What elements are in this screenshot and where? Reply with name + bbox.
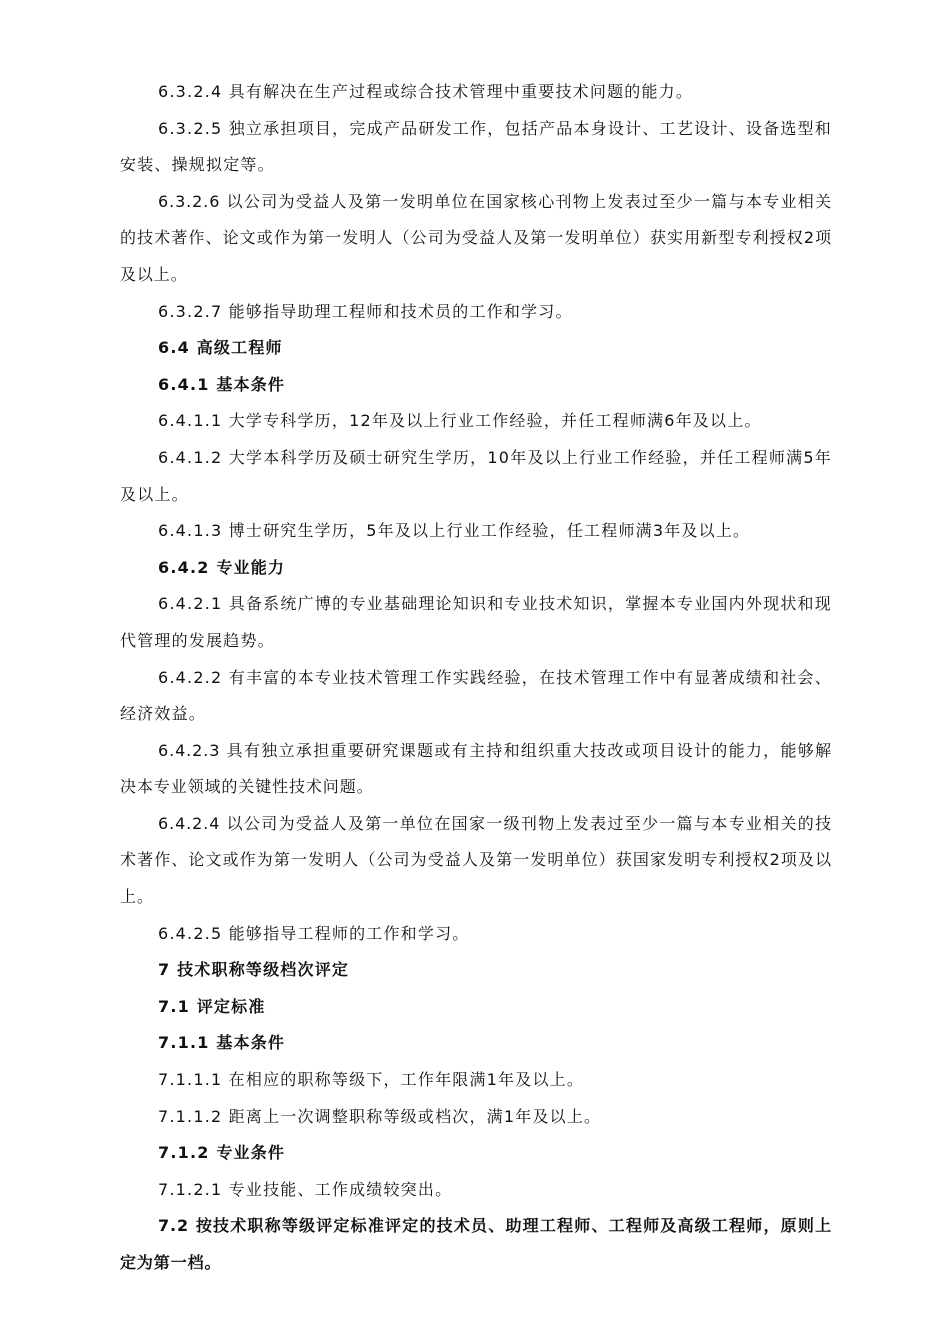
clause-6-4-2-3: 6.4.2.3 具有独立承担重要研究课题或有主持和组织重大技改或项目设计的能力，能够解决本专业领域的关键性技术问题。: [120, 740, 832, 797]
clause-6-4-1-3: 6.4.1.3 博士研究生学历，5年及以上行业工作经验，任工程师满3年及以上。: [158, 521, 751, 541]
subsection-heading-6-4-1: 6.4.1 基本条件: [158, 374, 286, 394]
section-heading-6-4: 6.4 高级工程师: [158, 338, 283, 358]
clause-6-4-2-1: 6.4.2.1 具备系统广博的专业基础理论知识和专业技术知识，掌握本专业国内外现状和现代管理的发展趋势。: [120, 594, 832, 650]
clause-7-1-2-1: 7.1.2.1 专业技能、工作成绩较突出。: [158, 1179, 453, 1199]
clause-6-3-2-6: 6.3.2.6 以公司为受益人及第一发明单位在国家核心刊物上发表过至少一篇与本专业相关的技术著作、论文或作为第一发明人（公司为受益人及第一发明单位）获实用新型专利授权2项及以上。: [120, 191, 832, 284]
clause-7-1-1-1: 7.1.1.1 在相应的职称等级下，工作年限满1年及以上。: [158, 1070, 585, 1090]
clause-6-4-1-2: 6.4.1.2 大学本科学历及硕士研究生学历，10年及以上行业工作经验，并任工程师满5年及以上。: [120, 447, 832, 504]
clause-7-1-1-2: 7.1.1.2 距离上一次调整职称等级或档次，满1年及以上。: [158, 1106, 602, 1126]
subsection-heading-7-1: 7.1 评定标准: [158, 996, 266, 1016]
clause-6-4-2-2: 6.4.2.2 有丰富的本专业技术管理工作实践经验，在技术管理工作中有显著成绩和社会、经济效益。: [120, 667, 832, 724]
subsection-heading-7-1-2: 7.1.2 专业条件: [158, 1143, 286, 1163]
clause-6-4-1-1: 6.4.1.1 大学专科学历，12年及以上行业工作经验，并任工程师满6年及以上。: [158, 411, 762, 431]
clause-6-3-2-4: 6.3.2.4 具有解决在生产过程或综合技术管理中重要技术问题的能力。: [158, 82, 694, 101]
clause-6-3-2-5: 6.3.2.5 独立承担项目，完成产品研发工作，包括产品本身设计、工艺设计、设备选型和安装、操规拟定等。: [120, 118, 832, 175]
subsection-heading-7-1-1: 7.1.1 基本条件: [158, 1033, 286, 1053]
subsection-heading-6-4-2: 6.4.2 专业能力: [158, 557, 286, 577]
clause-7-2-bold: 7.2 按技术职称等级评定标准评定的技术员、助理工程师、工程师及高级工程师，原则上定为第一档。: [120, 1216, 832, 1272]
clause-6-4-2-5: 6.4.2.5 能够指导工程师的工作和学习。: [158, 923, 470, 943]
clause-6-4-2-4: 6.4.2.4 以公司为受益人及第一单位在国家一级刊物上发表过至少一篇与本专业相关的技术著作、论文或作为第一发明人（公司为受益人及第一发明单位）获国家发明专利授权2项及以上。: [120, 813, 832, 907]
clause-6-3-2-7: 6.3.2.7 能够指导助理工程师和技术员的工作和学习。: [158, 301, 573, 321]
document-body: [120, 74, 832, 1282]
section-heading-7: 7 技术职称等级档次评定: [158, 960, 350, 980]
